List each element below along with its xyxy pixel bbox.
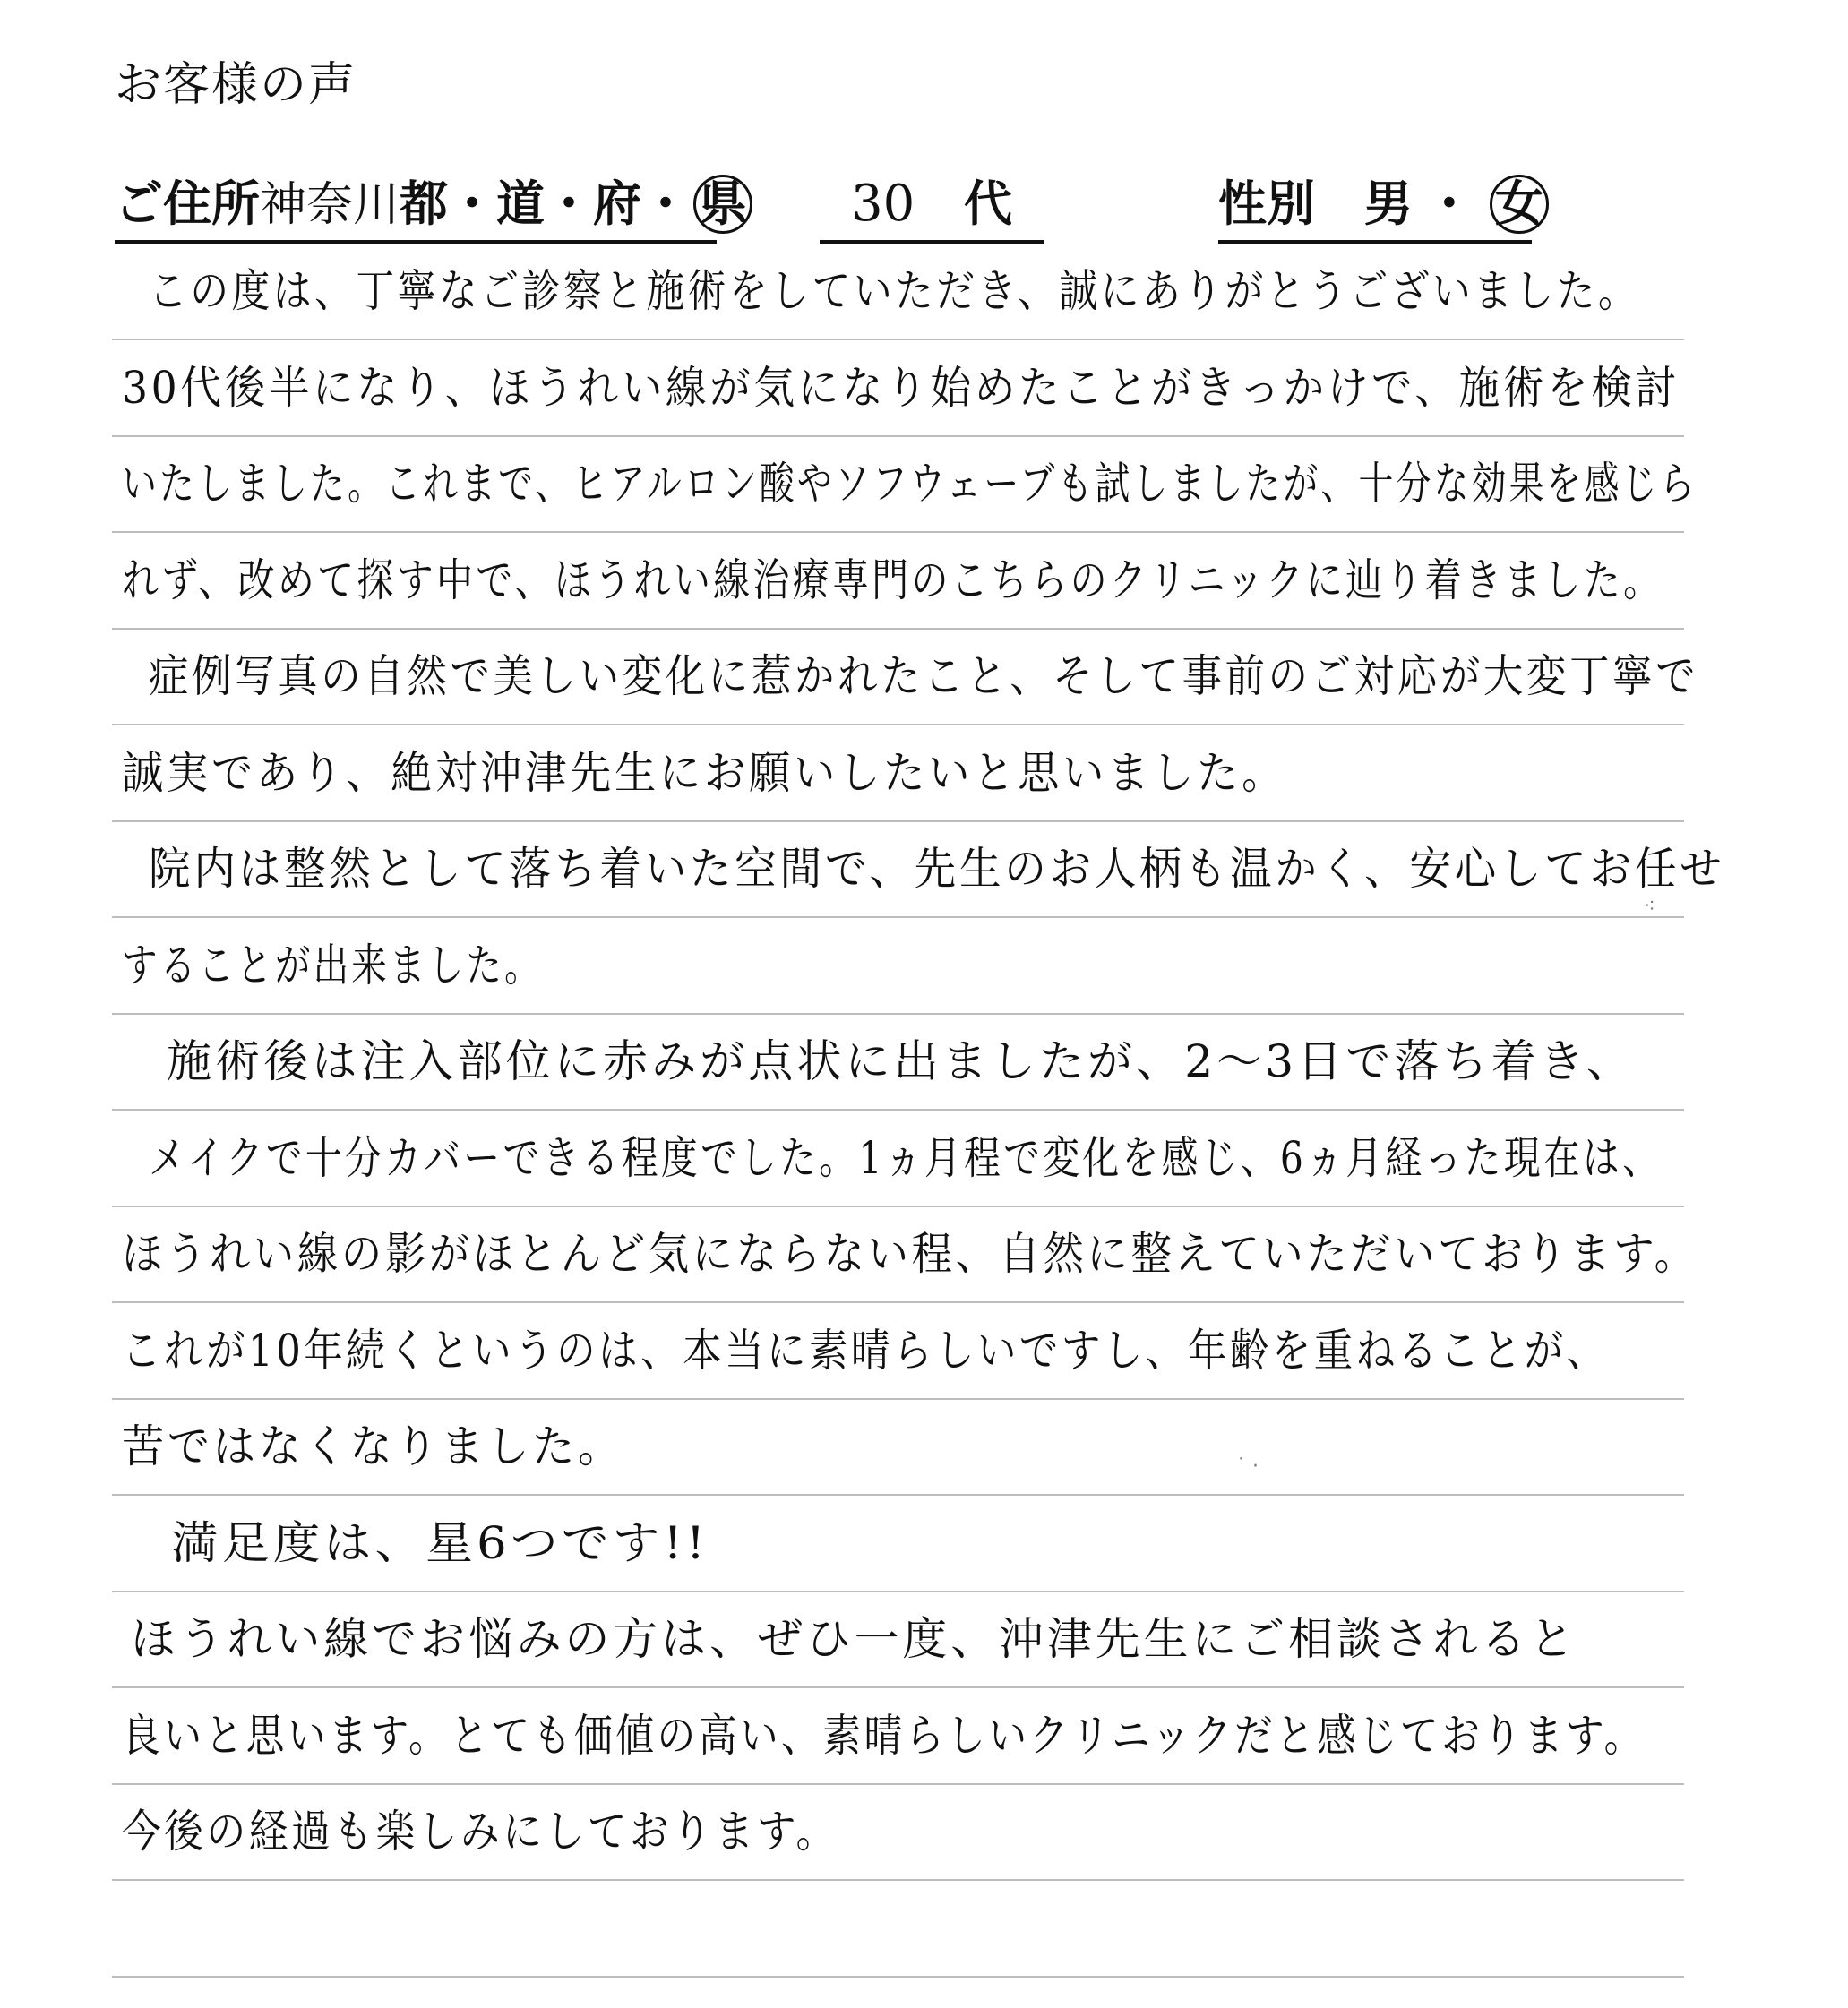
text-line: これが10年続くというのは、本当に素晴らしいですし、年齢を重ねることが、 [122,1324,1609,1377]
text-line: 症例写真の自然で美しい変化に惹かれたこと、そして事前のご対応が大変丁寧で [149,650,1699,702]
text-line: 今後の経過も楽しみにしております。 [122,1806,838,1858]
text-line: 誠実であり、絶対沖津先生にお願いしたいと思いました。 [122,746,1287,799]
text-line: 苦ではなくなりました。 [122,1420,624,1472]
ruled-line [112,1976,1684,1978]
form-header [0,168,1848,249]
text-line: することが出来ました。 [122,939,543,991]
address-label: ご住所 [115,176,260,232]
text-line: 30代後半になり、ほうれい線が気になり始めたことがきっかけで、施術を検討 [122,361,1680,414]
gender-label: 性別 [1218,176,1315,232]
text-line: 施術後は注入部位に赤みが点状に出ましたが、2～3日で落ち着き、 [167,1035,1635,1087]
gender-male: 男 [1363,176,1413,232]
text-line: 良いと思います。とても価値の高い、素晴らしいクリニックだと感じております。 [122,1709,1646,1762]
ink-specks: ˙ · [1236,1455,1259,1478]
ink-specks: ⁖ [1644,896,1655,918]
age-field [820,168,1044,244]
text-line: メイクで十分カバーできる程度でした。1ヵ月程で変化を感じ、6ヵ月経った現在は、 [149,1131,1663,1184]
text-line: 満足度は、星6つです!! [171,1516,709,1569]
age-value: 30 [850,175,915,233]
gender-separator: ・ [1424,176,1474,232]
text-line: この度は、丁寧なご診察と施術をしていただき、誠にありがとうございました。 [149,265,1640,317]
age-unit: 代 [964,176,1013,232]
gender-selected: 女 [1490,175,1549,234]
address-field [115,168,748,244]
page-title: お客様の声 [115,58,357,112]
text-line: いたしました。これまで、ヒアルロン酸やソフウェーブも試しましたが、十分な効果を感じら [122,458,1698,510]
gender-field [1218,168,1543,244]
text-line: ほうれい線の影がほとんど気にならない程、自然に整えていただいております。 [122,1228,1698,1280]
text-line: ほうれい線でお悩みの方は、ぜひ一度、沖津先生にご相談されると [131,1613,1578,1665]
address-suffix-options: 都・道・府・ [400,176,691,232]
text-line: れず、改めて探す中で、ほうれい線治療専門のこちらのクリニックに辿り着きました。 [122,553,1663,606]
text-line: 院内は整然として落ち着いた空間で、先生のお人柄も温かく、安心してお任せ [149,843,1725,895]
address-value: 神奈川 [260,178,400,232]
address-selected: 県 [693,175,752,234]
